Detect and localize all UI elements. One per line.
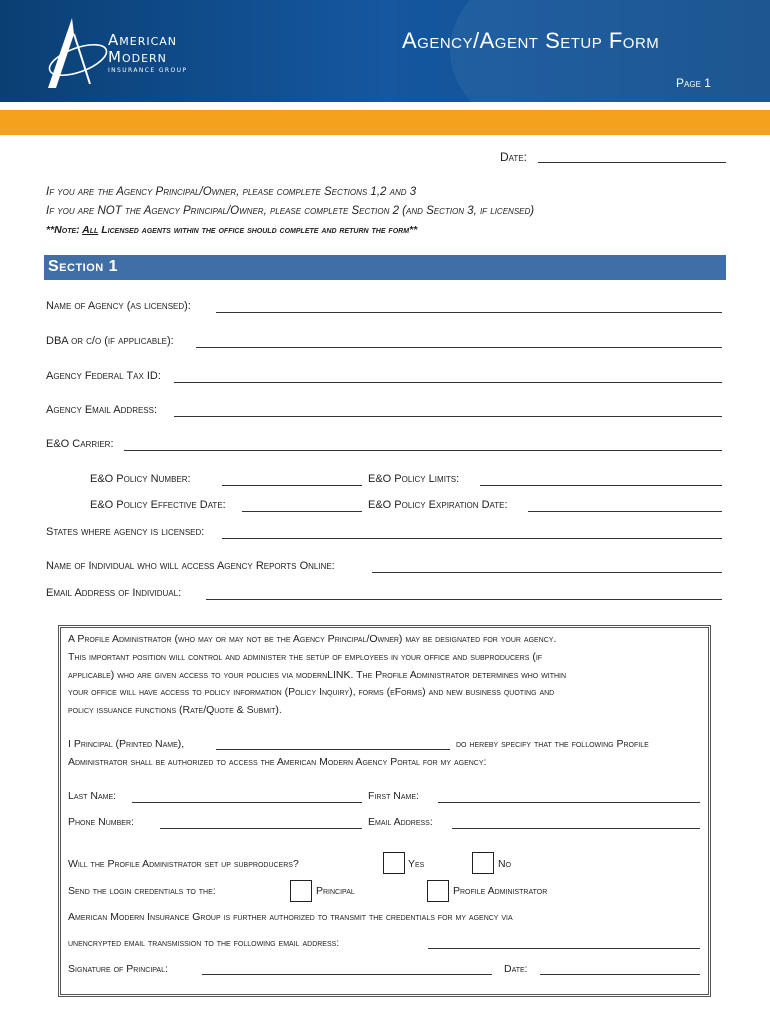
authorization-text-line1: American Modern Insurance Group is further authorized to transmit the credentials for my agency via bbox=[68, 911, 513, 923]
date-label: Date: bbox=[500, 150, 527, 164]
first-name-label: First Name: bbox=[368, 790, 419, 802]
eo-policy-limits-label: E&O Policy Limits: bbox=[368, 473, 460, 485]
tax-id-label: Agency Federal Tax ID: bbox=[46, 370, 161, 382]
individual-email-label: Email Address of Individual: bbox=[46, 587, 182, 599]
eo-expiration-field[interactable] bbox=[528, 511, 722, 512]
section1-header bbox=[44, 255, 726, 280]
agency-email-field[interactable] bbox=[174, 416, 722, 417]
logo-line1: American bbox=[108, 31, 178, 49]
eo-expiration-label: E&O Policy Expiration Date: bbox=[368, 499, 508, 511]
principal-option-label: Principal bbox=[316, 885, 355, 897]
tax-id-field[interactable] bbox=[174, 382, 722, 383]
profile-paragraph-line2: This important position will control and administer the setup of employees in your office and subproducers (if bbox=[68, 651, 543, 663]
admin-email-field[interactable] bbox=[452, 828, 700, 829]
signature-field[interactable] bbox=[202, 974, 492, 975]
dba-label: DBA or c/o (if applicable): bbox=[46, 335, 174, 347]
eo-policy-limits-field[interactable] bbox=[480, 485, 722, 486]
instruction-note bbox=[46, 224, 417, 236]
eo-effective-field[interactable] bbox=[242, 511, 362, 512]
signature-label: Signature of Principal: bbox=[68, 963, 168, 975]
states-label: States where agency is licensed: bbox=[46, 526, 205, 538]
profile-paragraph-line3: applicable) who are given access to your policies via modernLINK. The Profile Administrator determines who within bbox=[68, 669, 567, 681]
last-name-label: Last Name: bbox=[68, 790, 117, 802]
principal-specify-text: do hereby specify that the following Profile bbox=[456, 738, 649, 750]
principal-name-field[interactable] bbox=[216, 749, 450, 750]
instruction-not: NOT bbox=[97, 205, 122, 217]
instruction-line2 bbox=[46, 205, 534, 217]
authorization-email-field[interactable] bbox=[428, 948, 700, 949]
eo-carrier-label: E&O Carrier: bbox=[46, 438, 114, 450]
individual-email-field[interactable] bbox=[206, 599, 722, 600]
header-banner bbox=[0, 0, 770, 102]
signature-date-field[interactable] bbox=[540, 974, 700, 975]
agency-email-label: Agency Email Address: bbox=[46, 404, 158, 416]
yes-label: Yes bbox=[408, 858, 425, 870]
instruction-note-b: Licensed agents within the office should complete and return the form** bbox=[98, 224, 418, 236]
individual-name-label: Name of Individual who will access Agency Reports Online: bbox=[46, 560, 335, 572]
agency-name-label: Name of Agency (as licensed): bbox=[46, 300, 191, 312]
logo-line2: Modern bbox=[108, 48, 167, 66]
profile-paragraph-line5: policy issuance functions (Rate/Quote & Submit). bbox=[68, 704, 282, 716]
principal-checkbox[interactable] bbox=[290, 880, 312, 902]
phone-label: Phone Number: bbox=[68, 816, 134, 828]
profile-admin-checkbox[interactable] bbox=[427, 880, 449, 902]
last-name-field[interactable] bbox=[132, 802, 362, 803]
agency-name-field[interactable] bbox=[216, 312, 722, 313]
admin-email-label: Email Address: bbox=[368, 816, 433, 828]
profile-paragraph-line1: A Profile Administrator (who may or may not be the Agency Principal/Owner) may be designated for your agency. bbox=[68, 633, 557, 645]
principal-name-label: I Principal (Printed Name), bbox=[68, 738, 185, 750]
authorization-text-line2: unencrypted email transmission to the following email address: bbox=[68, 937, 340, 949]
dba-field[interactable] bbox=[196, 347, 722, 348]
logo-text bbox=[108, 32, 187, 75]
eo-policy-number-field[interactable] bbox=[222, 485, 362, 486]
page-number: Page 1 bbox=[676, 76, 711, 90]
instruction-line1: If you are the Agency Principal/Owner, please complete Sections 1,2 and 3 bbox=[46, 186, 417, 198]
profile-paragraph-line4: your office will have access to policy information (Policy Inquiry), forms (eForms) and new business quoting and bbox=[68, 686, 555, 698]
instruction-line2-a: If you are bbox=[46, 205, 98, 217]
eo-carrier-field[interactable] bbox=[124, 450, 722, 451]
states-field[interactable] bbox=[222, 538, 722, 539]
first-name-field[interactable] bbox=[438, 802, 700, 803]
no-checkbox[interactable] bbox=[472, 852, 494, 874]
profile-admin-option-label: Profile Administrator bbox=[453, 885, 548, 897]
signature-date-label: Date: bbox=[504, 963, 528, 975]
yes-checkbox[interactable] bbox=[383, 852, 405, 874]
instruction-note-all: All bbox=[82, 224, 99, 236]
subproducers-question: Will the Profile Administrator set up subproducers? bbox=[68, 858, 299, 870]
american-modern-logo-icon bbox=[44, 14, 116, 94]
logo-line3: INSURANCE GROUP bbox=[108, 67, 188, 74]
send-credentials-label: Send the login credentials to the: bbox=[68, 885, 216, 897]
no-label: No bbox=[498, 858, 512, 870]
eo-policy-number-label: E&O Policy Number: bbox=[90, 473, 191, 485]
instruction-line2-b: the Agency Principal/Owner, please complete Section 2 (and Section 3, if licensed) bbox=[121, 205, 535, 217]
date-field[interactable] bbox=[538, 162, 726, 163]
individual-name-field[interactable] bbox=[372, 572, 722, 573]
instruction-note-a: **Note: bbox=[46, 224, 83, 236]
orange-divider bbox=[0, 110, 770, 135]
eo-effective-label: E&O Policy Effective Date: bbox=[90, 499, 226, 511]
phone-field[interactable] bbox=[160, 828, 362, 829]
principal-authorize-text: Administrator shall be authorized to access the American Modern Agency Portal for my agency: bbox=[68, 756, 487, 768]
form-title: Agency/Agent Setup Form bbox=[402, 28, 660, 53]
section1-title: Section 1 bbox=[48, 258, 119, 275]
